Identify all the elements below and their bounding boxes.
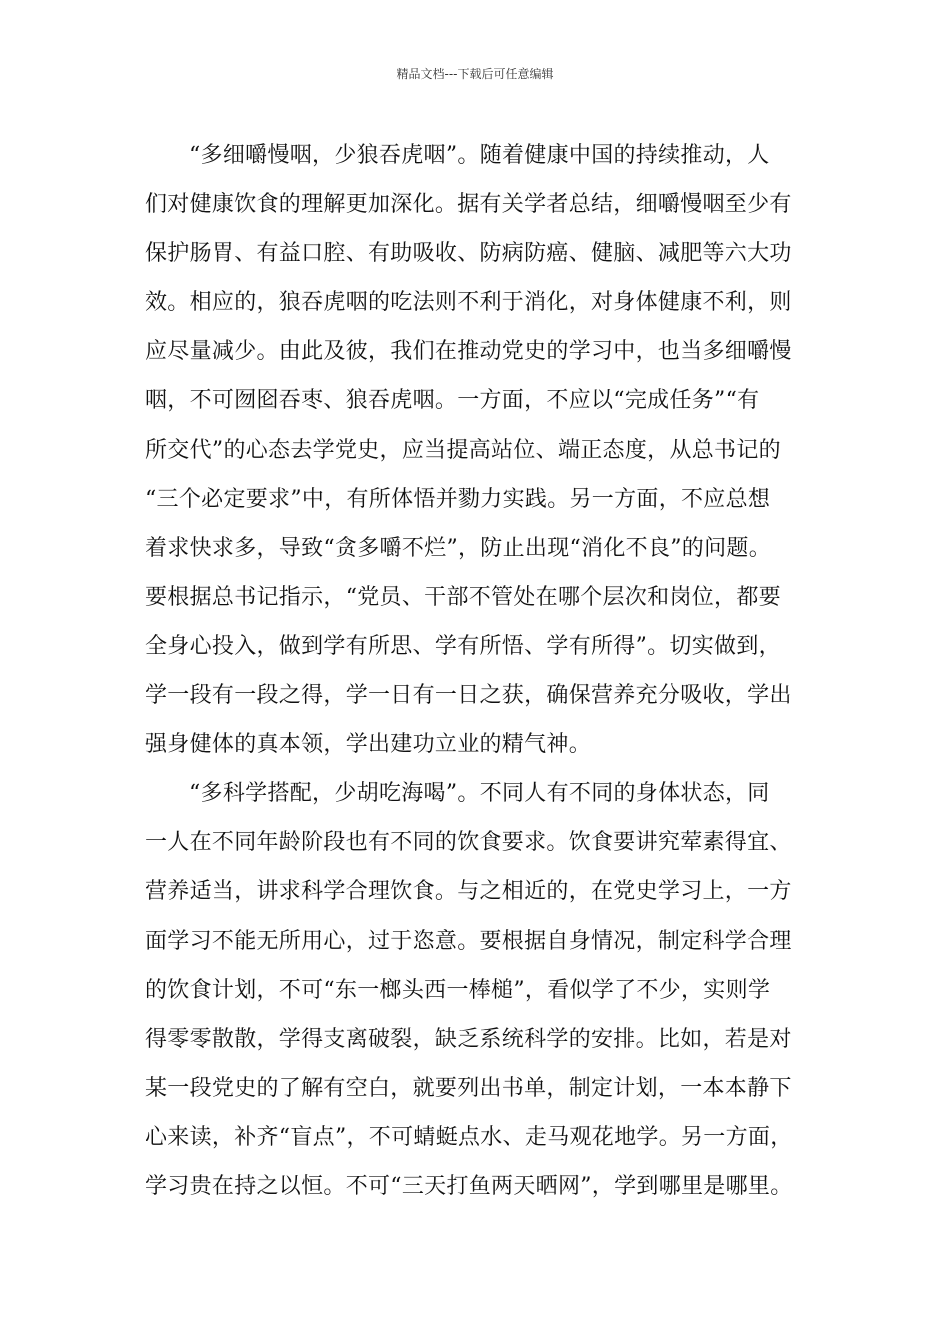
paragraph-2 [145,769,830,1211]
text-line: 保护肠胃、有益口腔、有助吸收、防病防癌、健脑、减肥等六大功 [145,241,792,267]
text-line: 效。相应的，狼吞虎咽的吃法则不利于消化，对身体健康不利，则 [145,290,792,316]
text-line: 们对健康饮食的理解更加深化。据有关学者总结，细嚼慢咽至少有 [145,192,792,218]
text-line: 学一段有一段之得，学一日有一日之获，确保营养充分吸收，学出 [145,683,792,709]
text-line: 面学习不能无所用心，过于恣意。要根据自身情况，制定科学合理 [145,928,792,954]
text-line: 应尽量减少。由此及彼，我们在推动党史的学习中，也当多细嚼慢 [145,339,792,365]
text-line: “多细嚼慢咽，少狼吞虎咽”。随着健康中国的持续推动，人 [189,143,770,168]
text-line: 的饮食计划，不可“东一榔头西一棒槌”，看似学了不少，实则学 [145,977,771,1003]
text-line: 着求快求多，导致“贪多嚼不烂”，防止出现“消化不良”的问题。 [145,535,771,561]
text-line: 某一段党史的了解有空白，就要列出书单，制定计划，一本本静下 [145,1075,792,1101]
text-line: “三个必定要求”中，有所体悟并勠力实践。另一方面，不应总想 [145,486,771,512]
text-line: 一人在不同年龄阶段也有不同的饮食要求。饮食要讲究荤素得宜、 [145,830,792,856]
text-line: 得零零散散，学得支离破裂，缺乏系统科学的安排。比如，若是对 [145,1026,792,1052]
text-line: 心来读，补齐“盲点”，不可蜻蜓点水、走马观花地学。另一方面， [145,1124,793,1150]
text-line: 学习贵在持之以恒。不可“三天打鱼两天晒网”，学到哪里是哪里。 [145,1173,793,1199]
text-line: “多科学搭配，少胡吃海喝”。不同人有不同的身体状态，同 [189,781,770,807]
text-line: 咽，不可囫囵吞枣、狼吞虎咽。一方面，不应以“完成任务”“有 [145,388,760,414]
text-line: 强身健体的真本领，学出建功立业的精气神。 [145,732,592,758]
paragraph-1 [145,131,830,769]
page-header: 精品文档---下载后可任意编辑 [396,67,554,81]
document-body [145,131,830,1211]
text-line: 营养适当，讲求科学合理饮食。与之相近的，在党史学习上，一方 [145,879,792,905]
text-line: 全身心投入，做到学有所思、学有所悟、学有所得”。切实做到， [145,633,781,659]
text-line: 要根据总书记指示，“党员、干部不管处在哪个层次和岗位，都要 [145,584,781,610]
text-line: 所交代”的心态去学党史，应当提高站位、端正态度，从总书记的 [145,437,781,463]
